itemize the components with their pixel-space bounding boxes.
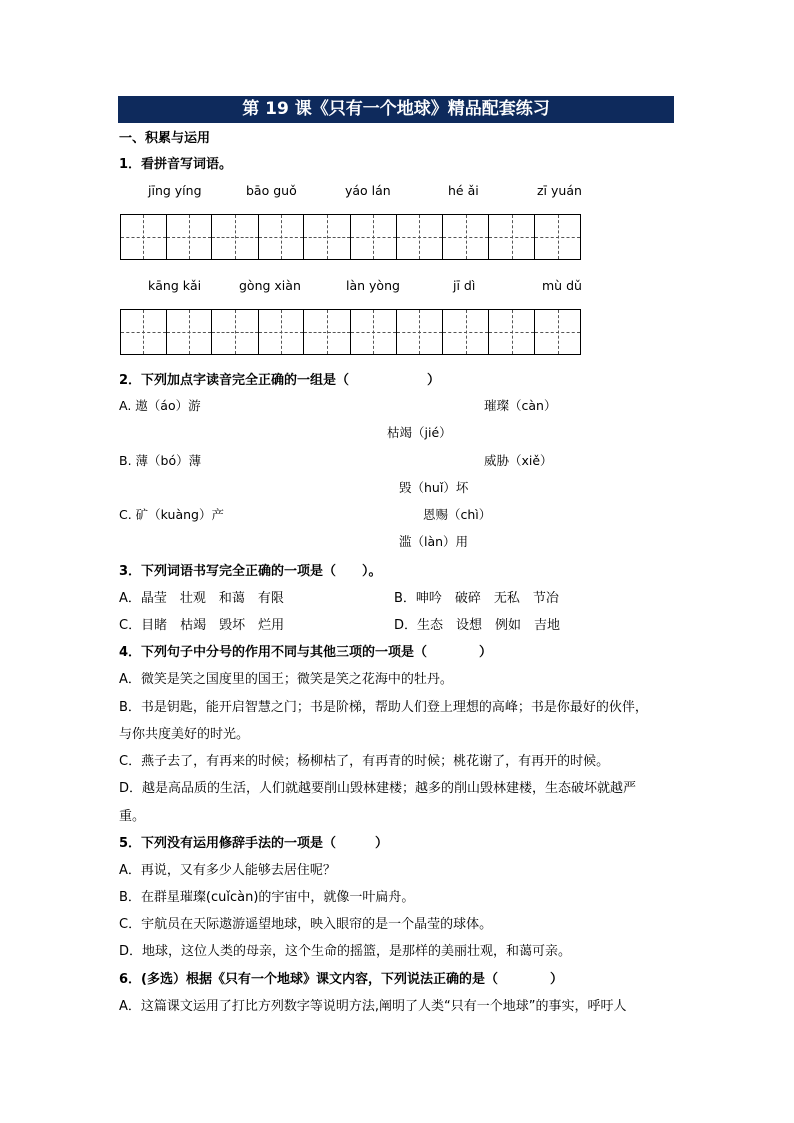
grid-cell[interactable] [443, 214, 489, 260]
q2-option-c-1: C. 矿（kuàng）产 [119, 507, 224, 522]
writing-grid-row-2[interactable] [120, 309, 581, 355]
pinyin-2: bāo guǒ [246, 183, 297, 198]
grid-cell[interactable] [489, 214, 536, 260]
q4-prompt: 4．下列句子中分号的作用不同与其他三项的一项是（ ） [119, 645, 493, 660]
section-heading: 一、积累与运用 [119, 131, 211, 146]
q2-option-a-1: A. 遨（áo）游 [119, 398, 201, 413]
grid-cell[interactable] [489, 309, 536, 355]
q6-option-a: A．这篇课文运用了打比方列数字等说明方法,阐明了人类“只有一个地球”的事实，呼吁人 [119, 999, 627, 1014]
q3-option-d: D．生态 设想 例如 吉地 [394, 618, 561, 633]
grid-cell[interactable] [121, 309, 167, 355]
pinyin-3: yáo lán [345, 183, 391, 198]
pinyin-8: làn yòng [346, 278, 400, 293]
q5-option-d: D．地球，这位人类的母亲，这个生命的摇篮，是那样的美丽壮观，和蔼可亲。 [119, 944, 572, 959]
grid-cell[interactable] [167, 214, 213, 260]
q3-option-b: B．呻吟 破碎 无私 节冶 [394, 591, 559, 606]
grid-cell[interactable] [167, 309, 213, 355]
q4-option-a: A．微笑是笑之国度里的国王；微笑是笑之花海中的牡丹。 [119, 672, 453, 687]
grid-cell[interactable] [535, 309, 581, 355]
pinyin-9: jī dì [453, 278, 476, 293]
q5-option-a: A．再说，又有多少人能够去居住呢？ [119, 863, 336, 878]
grid-cell[interactable] [121, 214, 167, 260]
q2-option-a-3: 枯竭（jié） [387, 425, 452, 440]
q2-option-a-2: 璀璨（càn） [484, 398, 557, 413]
pinyin-7: gòng xiàn [239, 278, 301, 293]
grid-cell[interactable] [351, 309, 397, 355]
grid-cell[interactable] [351, 214, 397, 260]
q4-option-c: C．燕子去了，有再来的时候；杨柳枯了，有再青的时候；桃花谢了，有再开的时候。 [119, 754, 610, 769]
grid-cell[interactable] [212, 309, 259, 355]
q2-option-c-3: 滥（làn）用 [399, 534, 469, 549]
q2-option-b-3: 毁（huǐ）坏 [399, 480, 469, 495]
grid-cell[interactable] [535, 214, 581, 260]
pinyin-6: kāng kǎi [148, 278, 202, 293]
q5-prompt: 5．下列没有运用修辞手法的一项是（ ） [119, 836, 389, 851]
q4-option-b-line1: B．书是钥匙，能开启智慧之门；书是阶梯，帮助人们登上理想的高峰；书是你最好的伙伴， [119, 700, 648, 715]
q3-option-a: A．晶莹 壮观 和蔼 有限 [119, 591, 284, 606]
grid-cell[interactable] [443, 309, 489, 355]
q3-option-c: C．目睹 枯竭 毁坏 烂用 [119, 618, 285, 633]
grid-cell[interactable] [304, 309, 351, 355]
pinyin-4: hé ǎi [448, 183, 479, 198]
grid-cell[interactable] [304, 214, 351, 260]
page-title: 第 19 课《只有一个地球》精品配套练习 [118, 96, 674, 123]
pinyin-1: jīng yíng [148, 183, 202, 198]
q2-option-b-1: B. 薄（bó）薄 [119, 453, 202, 468]
q6-prompt: 6．(多选）根据《只有一个地球》课文内容，下列说法正确的是（ ） [119, 972, 563, 987]
q5-option-c: C．宇航员在天际遨游遥望地球，映入眼帘的是一个晶莹的球体。 [119, 917, 493, 932]
writing-grid-row-1[interactable] [120, 214, 581, 260]
grid-cell[interactable] [259, 309, 305, 355]
pinyin-5: zī yuán [537, 183, 582, 198]
q4-option-d-line1: D．越是高品质的生活，人们就越要削山毁林建楼；越多的削山毁林建楼，生态破坏就越严 [119, 781, 637, 796]
q2-option-b-2: 威胁（xiě） [484, 453, 553, 468]
grid-cell[interactable] [397, 309, 444, 355]
q5-option-b: B．在群星璀璨(cuǐcàn)的宇宙中，就像一叶扁舟。 [119, 890, 415, 905]
q4-option-d-line2: 重。 [119, 809, 146, 824]
q4-option-b-line2: 与你共度美好的时光。 [119, 727, 250, 742]
grid-cell[interactable] [212, 214, 259, 260]
pinyin-10: mù dǔ [542, 278, 582, 293]
q2-option-c-2: 恩赐（chì） [423, 507, 492, 522]
grid-cell[interactable] [397, 214, 444, 260]
grid-cell[interactable] [259, 214, 305, 260]
q1-prompt: 1．看拼音写词语。 [119, 157, 233, 172]
q3-prompt: 3．下列词语书写完全正确的一项是（ ）。 [119, 564, 382, 579]
q2-prompt: 2．下列加点字读音完全正确的一组是（ ） [119, 373, 441, 388]
